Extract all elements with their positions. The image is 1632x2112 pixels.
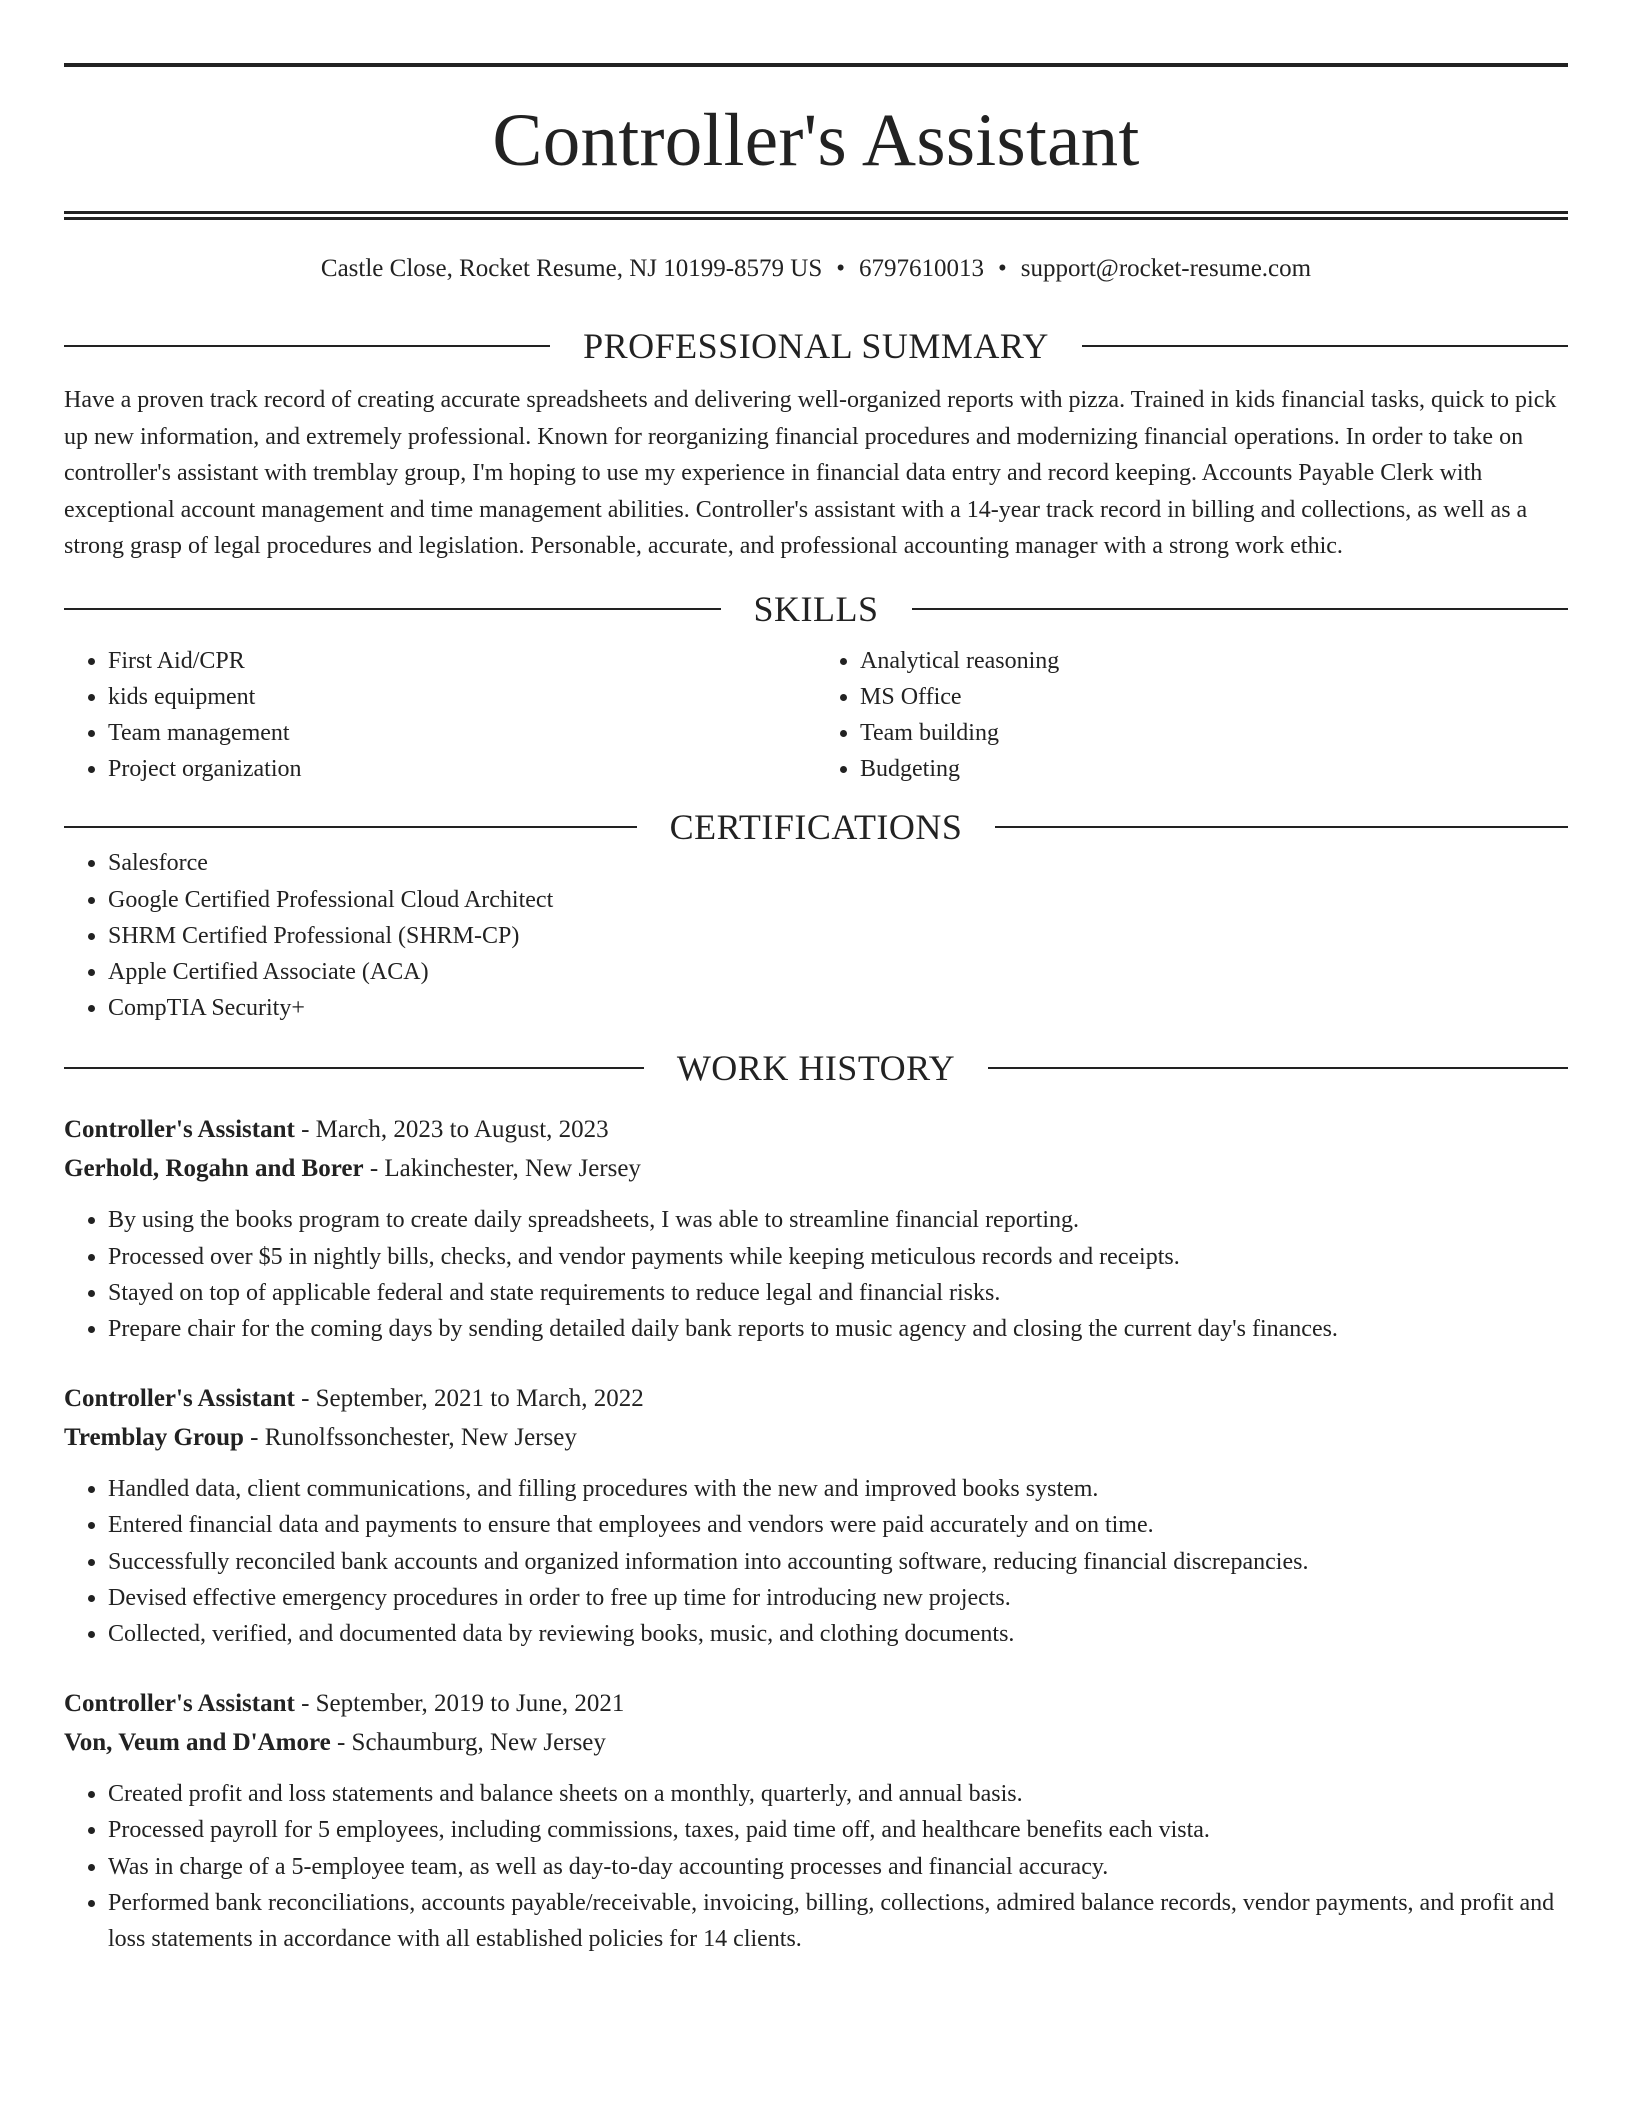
page-title: Controller's Assistant	[492, 99, 1140, 182]
heading-rule-right	[988, 1067, 1568, 1069]
job-company: Gerhold, Rogahn and Borer	[64, 1155, 364, 1183]
job-title: Controller's Assistant	[64, 1385, 295, 1413]
list-item: • Team building	[860, 715, 1568, 751]
job-dates: - September, 2021 to March, 2022	[294, 1385, 644, 1413]
work-heading	[64, 1048, 1568, 1089]
job-bullets	[64, 1776, 1568, 1957]
skills-column-right	[816, 643, 1568, 788]
job-title-line	[64, 1110, 1568, 1149]
job-title-line	[64, 1684, 1568, 1723]
job-company-line	[64, 1723, 1568, 1762]
list-item: • Handled data, client communications, and filling procedures with the new and improved books system.	[108, 1471, 1568, 1507]
contact-separator: •	[998, 255, 1007, 282]
list-item: • By using the books program to create daily spreadsheets, I was able to streamline financial reporting.	[108, 1202, 1568, 1238]
contact-address: Castle Close, Rocket Resume, NJ 10199-8579 US	[320, 255, 823, 282]
job-location: - Schaumburg, New Jersey	[330, 1729, 606, 1757]
certifications-heading	[64, 807, 1568, 848]
heading-rule-left	[64, 826, 637, 828]
top-rule	[64, 63, 1568, 67]
job-company: Tremblay Group	[64, 1424, 244, 1452]
contact-phone: 6797610013	[859, 255, 985, 282]
list-item: • Performed bank reconciliations, accounts payable/receivable, invoicing, billing, collections, admired balance records, vendor payments, and profit and loss statements in accordance with all established policies for 14 clients.	[108, 1885, 1568, 1957]
skills-heading-label: SKILLS	[753, 588, 879, 629]
job-title: Controller's Assistant	[64, 1690, 295, 1718]
list-item: • First Aid/CPR	[108, 643, 816, 679]
contact-separator: •	[836, 255, 846, 282]
list-item: • Google Certified Professional Cloud Architect	[108, 882, 1568, 918]
contact-line	[64, 254, 1568, 284]
skills-column-left	[64, 643, 816, 788]
list-item: • Apple Certified Associate (ACA)	[108, 954, 1568, 990]
summary-heading	[64, 328, 1568, 364]
list-item: • Devised effective emergency procedures in order to free up time for introducing new projects.	[108, 1580, 1568, 1616]
list-item: • SHRM Certified Professional (SHRM-CP)	[108, 918, 1568, 954]
heading-rule-right	[995, 826, 1568, 828]
list-item: • Processed payroll for 5 employees, including commissions, taxes, paid time off, and healthcare benefits each vista.	[108, 1812, 1568, 1848]
list-item: • Project organization	[108, 751, 816, 787]
job-bullets	[64, 1202, 1568, 1347]
heading-rule-left	[64, 345, 550, 347]
list-item: • Collected, verified, and documented data by reviewing books, music, and clothing documents.	[108, 1616, 1568, 1652]
certifications-heading-label: CERTIFICATIONS	[669, 807, 963, 848]
list-item: • Entered financial data and payments to ensure that employees and vendors were paid accurately and on time.	[108, 1507, 1568, 1543]
heading-rule-right	[1082, 345, 1568, 347]
job-company-line	[64, 1418, 1568, 1457]
list-item: • Budgeting	[860, 751, 1568, 787]
job-entry	[64, 1379, 1568, 1652]
list-item: • Prepare chair for the coming days by sending detailed daily bank reports to music agency and closing the current day's finances.	[108, 1311, 1568, 1347]
list-item: • Processed over $5 in nightly bills, checks, and vendor payments while keeping meticulous records and receipts.	[108, 1239, 1568, 1275]
list-item: • Created profit and loss statements and balance sheets on a monthly, quarterly, and annual basis.	[108, 1776, 1568, 1812]
job-location: - Lakinchester, New Jersey	[363, 1155, 641, 1183]
job-entry	[64, 1684, 1568, 1957]
heading-rule-right	[912, 608, 1569, 610]
list-item: • kids equipment	[108, 679, 816, 715]
heading-rule-left	[64, 1067, 644, 1069]
job-dates: - September, 2019 to June, 2021	[294, 1690, 625, 1718]
job-location: - Runolfssonchester, New Jersey	[243, 1424, 577, 1452]
list-item: • Successfully reconciled bank accounts and organized information into accounting software, reducing financial discrepancies.	[108, 1544, 1568, 1580]
list-item: • CompTIA Security+	[108, 990, 1568, 1026]
title-double-rule	[64, 211, 1568, 220]
list-item: • Analytical reasoning	[860, 643, 1568, 679]
job-title-line	[64, 1379, 1568, 1418]
list-item: • Salesforce	[108, 845, 1568, 881]
heading-rule-left	[64, 608, 721, 610]
resume-page	[64, 0, 1568, 1957]
list-item: • MS Office	[860, 679, 1568, 715]
skills-heading	[64, 588, 1568, 629]
job-bullets	[64, 1471, 1568, 1652]
list-item: • Was in charge of a 5-employee team, as well as day-to-day accounting processes and financial accuracy.	[108, 1849, 1568, 1885]
job-company-line	[64, 1149, 1568, 1188]
list-item: • Team management	[108, 715, 816, 751]
job-company: Von, Veum and D'Amore	[64, 1729, 331, 1757]
contact-email: support@rocket-resume.com	[1020, 255, 1312, 282]
list-item: • Stayed on top of applicable federal and state requirements to reduce legal and financial risks.	[108, 1275, 1568, 1311]
skills-list	[64, 643, 1568, 788]
summary-heading-label: PROFESSIONAL SUMMARY	[583, 326, 1049, 366]
certifications-list	[64, 845, 1568, 1026]
job-title: Controller's Assistant	[64, 1116, 295, 1144]
summary-text: Have a proven track record of creating accurate spreadsheets and delivering well-organized reports with pizza. Trained in kids financial tasks, quick to pick up new information, and extremely professional. Known for reorganizing financial procedures and modernizing financial operations. In order to take on controller's assistant with tremblay group, I'm hoping to use my experience in financial data entry and record keeping. Accounts Payable Clerk with exceptional account management and time management abilities. Controller's assistant with a 14-year track record in billing and collections, as well as a strong grasp of legal procedures and legislation. Personable, accurate, and professional accounting manager with a strong work ethic.	[64, 387, 1557, 559]
job-dates: - March, 2023 to August, 2023	[294, 1116, 609, 1144]
job-entry	[64, 1110, 1568, 1347]
work-heading-label: WORK HISTORY	[676, 1048, 956, 1089]
